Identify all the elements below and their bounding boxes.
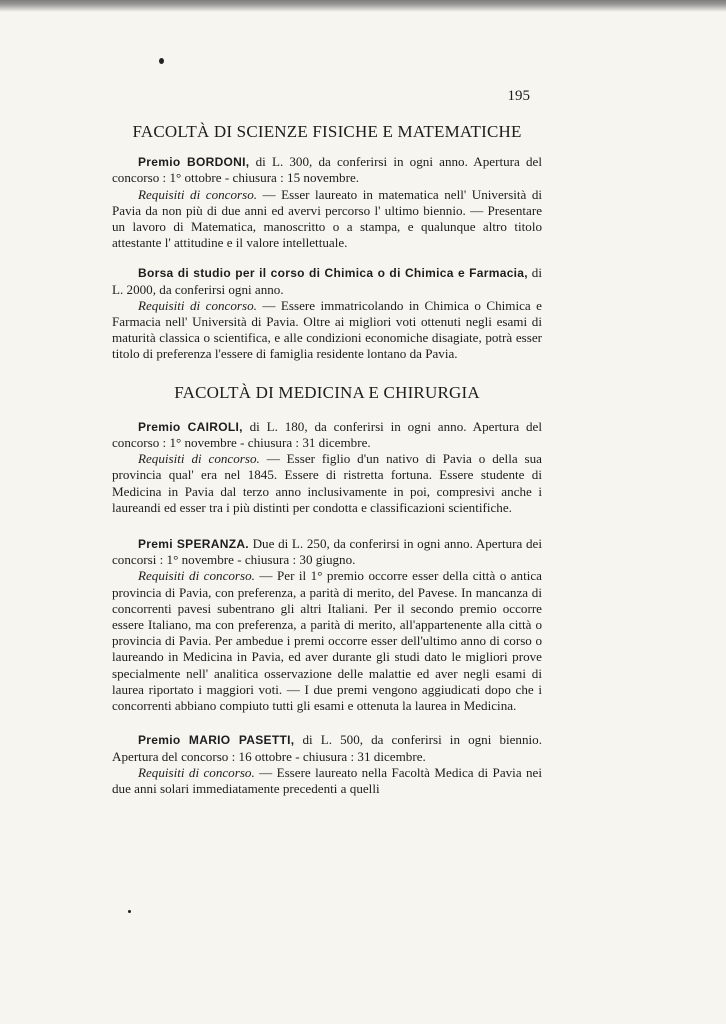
- prize-entry-bordoni: [112, 154, 542, 251]
- page-number: 195: [507, 88, 530, 104]
- prize-entry-borsa-chimica: [112, 265, 542, 362]
- prize-terms: di L. 300, da conferirsi in ogni anno. Apertura del concorso : 1° ottobre - chiusura : 15 novembre.: [112, 154, 542, 186]
- requirements-text: — Esser laureato in matematica nell' Università di Pavia da non più di due anni ed avervi percorso l' ultimo biennio. — Presentare un lavoro di Matematica, manoscritto o a stampa, e qualunque altro titolo attestante l' attitudine e il valore intellettuale.: [112, 186, 543, 251]
- prize-intro: [112, 419, 542, 451]
- prize-name: Premio CAIROLI,: [138, 419, 243, 434]
- prize-intro: [112, 154, 542, 186]
- prize-terms: Due di L. 250, da conferirsi in ogni anno. Apertura dei concorsi : 1° novembre - chiusura : 30 giugno.: [112, 536, 542, 568]
- prize-intro: [112, 536, 542, 568]
- prize-requirements: [112, 298, 542, 363]
- prize-requirements: [112, 187, 542, 252]
- prize-name: Borsa di studio per il corso di Chimica o di Chimica e Farmacia,: [138, 266, 528, 281]
- prize-name: Premio BORDONI,: [138, 155, 250, 170]
- prize-entry-cairoli: [112, 419, 542, 516]
- requirements-label: Requisiti di concorso.: [138, 297, 257, 313]
- prize-terms: di L. 180, da conferirsi in ogni anno. Apertura del concorso : 1° novembre - chiusura : 31 dicembre.: [112, 418, 542, 451]
- requirements-label: Requisiti di concorso.: [138, 568, 255, 584]
- requirements-text: — Esser figlio d'un nativo di Pavia o della sua provincia qual' era nel 1845. Essere di ristretta fortuna. Essere studente di Medicina in Pavia dal terzo anno inclusivamente in poi, compresivi anche i laureandi ed esser tra i più distinti per condotta e classificazioni scientifiche.: [112, 451, 542, 515]
- requirements-text: — Per il 1° premio occorre esser della città o antica provincia di Pavia, con preferenza, a parità di merito, del Pavese. In mancanza di concorrenti pavesi subentrano gli altri Italiani. Per il secondo premio occorre essere Italiano, ma con preferenza, a parità di merito, all'appartenente alla città o provincia di Pavia. Per ambedue i premi occorre esser dell'ultimo anno di corso o laureando in Medicina in Pavia, ed aver durante gli studi dato le migliori prove specialmente nell' analitica osservazione delle malattie ed aver negli esami di laurea riportato i maggiori voti. — I due premi vengono aggiudicati dopo che i concorrenti abbiano compiuto tutti gli esami e ottenuta la laurea in Medicina.: [112, 568, 542, 714]
- requirements-label: Requisiti di concorso.: [138, 186, 258, 202]
- prize-requirements: [112, 765, 542, 797]
- prize-name: Premio MARIO PASETTI,: [138, 733, 295, 748]
- requirements-label: Requisiti di concorso.: [138, 451, 260, 467]
- section-heading-science: FACOLTÀ DI SCIENZE FISICHE E MATEMATICHE: [132, 122, 522, 141]
- prize-requirements: [112, 451, 542, 516]
- page-body: [112, 124, 542, 797]
- prize-terms: di L. 500, da conferirsi in ogni biennio. Apertura del concorso : 16 ottobre - chiusura : 31 dicembre.: [112, 732, 542, 764]
- requirements-text: — Essere laureato nella Facoltà Medica di Pavia nei due anni solari immediatamente precedenti a quelli: [112, 764, 542, 796]
- prize-requirements: [112, 568, 542, 714]
- ink-speck: [128, 910, 131, 913]
- requirements-label: Requisiti di concorso.: [138, 764, 255, 780]
- prize-entry-pasetti: [112, 732, 542, 797]
- prize-terms: di L. 2000, da conferirsi ogni anno.: [112, 265, 542, 297]
- section-heading-medicine: FACOLTÀ DI MEDICINA E CHIRURGIA: [174, 382, 480, 402]
- prize-entry-speranza: [112, 536, 542, 714]
- prize-intro: [112, 265, 542, 297]
- prize-name: Premi SPERANZA.: [138, 537, 249, 552]
- scan-top-edge: [0, 0, 726, 12]
- ink-speck: [159, 58, 164, 64]
- requirements-text: — Essere immatricolando in Chimica o Chimica e Farmacia nell' Università di Pavia. Oltre ai migliori voti ottenuti negli esami di maturità classica o scientifica, e alle condizioni economiche disagiate, potrà esser titolo di preferenza l'essere di famiglia residente lontano da Pavia.: [112, 297, 542, 362]
- prize-intro: [112, 732, 542, 764]
